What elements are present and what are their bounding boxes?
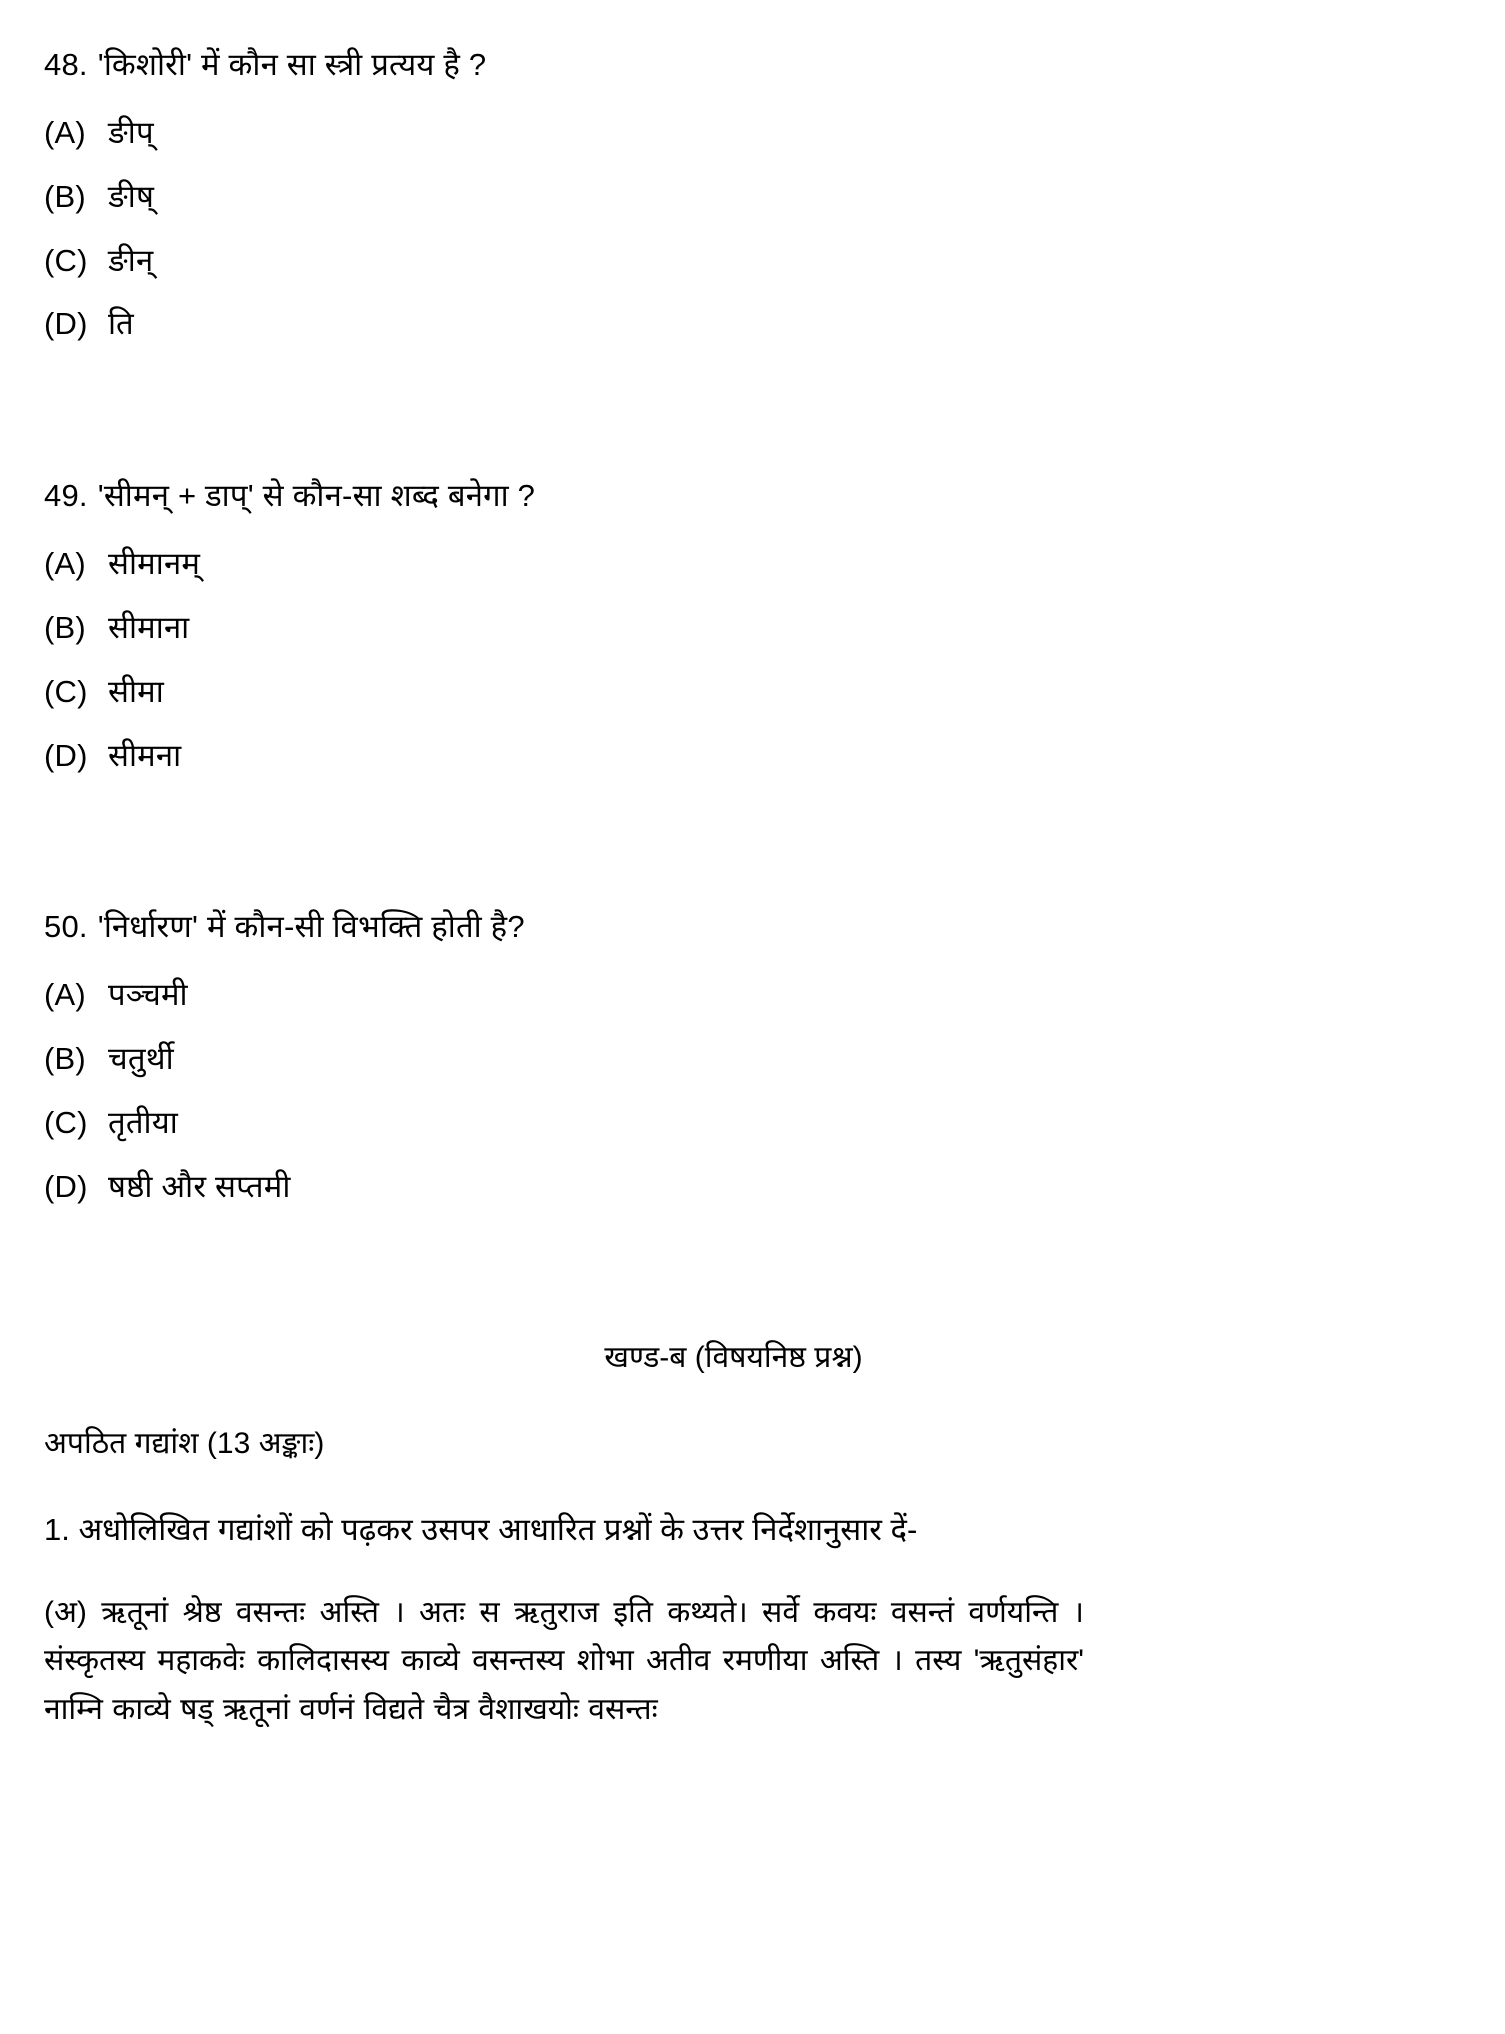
option-key: (A): [44, 546, 86, 582]
question-number: 50.: [44, 909, 88, 945]
option-key: (B): [44, 609, 86, 645]
option-row[interactable]: [44, 1038, 1453, 1080]
option-row[interactable]: [44, 112, 1453, 154]
question-block: [44, 906, 1453, 1207]
option-key: (D): [44, 737, 88, 773]
option-key: (D): [44, 306, 88, 342]
option-text: सीमा: [108, 673, 164, 709]
option-key: (B): [44, 1041, 86, 1077]
subsection-heading: अपठित गद्यांश (13 अङ्काः): [44, 1427, 325, 1461]
option-text: तृतीया: [108, 1104, 178, 1140]
passage-text: (अ) ऋतूनां श्रेष्ठ वसन्तः अस्ति । अतः स ऋतुराज इति कथ्यते। सर्वे कवयः वसन्तं वर्णयन्ति । संस्कृतस्य महाकवेः कालिदासस्य काव्ये वसन्तस्य शोभा अतीव रमणीया अस्ति । तस्य 'ऋतुसंहार' नाम्नि काव्ये षड् ऋतूनां वर्णनं विद्यते चैत्र वैशाखयोः वसन्तः: [44, 1595, 1084, 1726]
block-spacer: [44, 1260, 1453, 1338]
option-key: (B): [44, 178, 86, 214]
option-row[interactable]: [44, 240, 1453, 282]
option-row[interactable]: [44, 1102, 1453, 1144]
option-key: (D): [44, 1168, 88, 1204]
option-key: (A): [44, 977, 86, 1013]
question-text: 'किशोरी' में कौन सा स्त्री प्रत्यय है ?: [97, 47, 487, 82]
option-text: ङीन्: [108, 242, 154, 278]
option-row[interactable]: [44, 735, 1453, 777]
question-block: [44, 44, 1453, 345]
option-text: सीमाना: [108, 609, 190, 645]
question-stem: [44, 906, 1453, 948]
option-text: ङीप्: [108, 114, 154, 150]
option-row[interactable]: [44, 671, 1453, 713]
section-heading: खण्ड-ब (विषयनिष्ठ प्रश्न): [604, 1340, 863, 1374]
question-number: 49.: [44, 478, 88, 514]
question-stem: [44, 44, 1453, 86]
question-text: 'निर्धारण' में कौन-सी विभक्ति होती है?: [97, 909, 525, 945]
instruction-line: 1. अधोलिखित गद्यांशों को पढ़कर उसपर आधारित प्रश्नों के उत्तर निर्देशानुसार दें-: [44, 1511, 918, 1547]
option-row[interactable]: [44, 303, 1453, 345]
option-key: (C): [44, 1104, 88, 1140]
option-text: ति: [108, 306, 134, 342]
question-text: 'सीमन् + डाप्' से कौन-सा शब्द बनेगा ?: [97, 478, 536, 514]
option-text: सीमानम्: [108, 546, 201, 582]
option-key: (A): [44, 114, 86, 150]
question-stem: [44, 475, 1453, 517]
question-number: 48.: [44, 47, 88, 82]
option-key: (C): [44, 673, 88, 709]
option-row[interactable]: [44, 1166, 1453, 1208]
option-row[interactable]: [44, 176, 1453, 218]
option-row[interactable]: [44, 974, 1453, 1016]
option-text: ङीष्: [108, 178, 155, 214]
option-text: पञ्चमी: [108, 977, 188, 1013]
block-spacer: [44, 397, 1453, 475]
option-key: (C): [44, 242, 88, 278]
question-block: [44, 475, 1453, 776]
option-text: सीमना: [108, 737, 182, 773]
block-spacer: [44, 828, 1453, 906]
option-text: षष्ठी और सप्तमी: [108, 1168, 291, 1204]
option-text: चतुर्थी: [108, 1041, 174, 1077]
option-row[interactable]: [44, 543, 1453, 585]
option-row[interactable]: [44, 607, 1453, 649]
